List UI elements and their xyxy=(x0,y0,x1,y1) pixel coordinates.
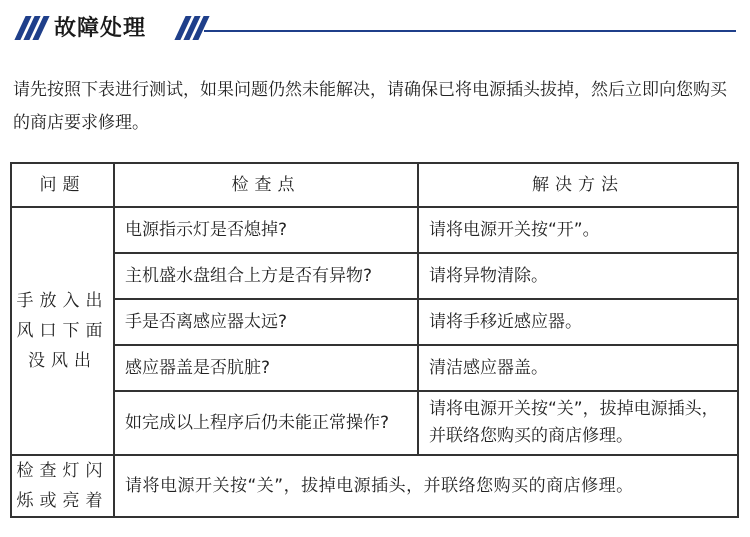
problem-cell: 手放入出风口下面没风出 xyxy=(11,207,114,455)
solution-cell: 请将手移近感应器。 xyxy=(418,299,738,345)
table-row xyxy=(11,455,738,517)
table-row xyxy=(11,253,738,299)
section-header xyxy=(14,14,736,44)
slash-decoration-icon xyxy=(180,16,204,40)
check-cell: 主机盛水盘组合上方是否有异物? xyxy=(114,253,418,299)
header-divider xyxy=(204,30,736,32)
slash-decoration-icon xyxy=(20,16,44,40)
header-solution: 解决方法 xyxy=(418,163,738,207)
table-row xyxy=(11,391,738,455)
check-cell: 感应器盖是否肮脏? xyxy=(114,345,418,391)
table-header-row xyxy=(11,163,738,207)
solution-cell: 清洁感应器盖。 xyxy=(418,345,738,391)
troubleshooting-table xyxy=(10,162,739,518)
header-checkpoint: 检查点 xyxy=(114,163,418,207)
solution-cell: 请将电源开关按“关”，拔掉电源插头，并联络您购买的商店修理。 xyxy=(418,391,738,455)
table-row xyxy=(11,207,738,253)
intro-paragraph: 请先按照下表进行测试，如果问题仍然未能解决，请确保已将电源插头拔掉，然后立即向您购买的商店要求修理。 xyxy=(13,80,727,133)
check-cell: 电源指示灯是否熄掉? xyxy=(114,207,418,253)
solution-cell: 请将异物清除。 xyxy=(418,253,738,299)
check-cell: 手是否离感应器太远? xyxy=(114,299,418,345)
problem-cell: 检查灯闪烁或亮着 xyxy=(11,455,114,517)
header-problem: 问题 xyxy=(11,163,114,207)
table-row xyxy=(11,345,738,391)
check-cell: 如完成以上程序后仍未能正常操作? xyxy=(114,391,418,455)
page-title: 故障处理 xyxy=(54,16,147,41)
solution-cell: 请将电源开关按“关”，拔掉电源插头，并联络您购买的商店修理。 xyxy=(114,455,738,517)
table-row xyxy=(11,299,738,345)
solution-cell: 请将电源开关按“开”。 xyxy=(418,207,738,253)
